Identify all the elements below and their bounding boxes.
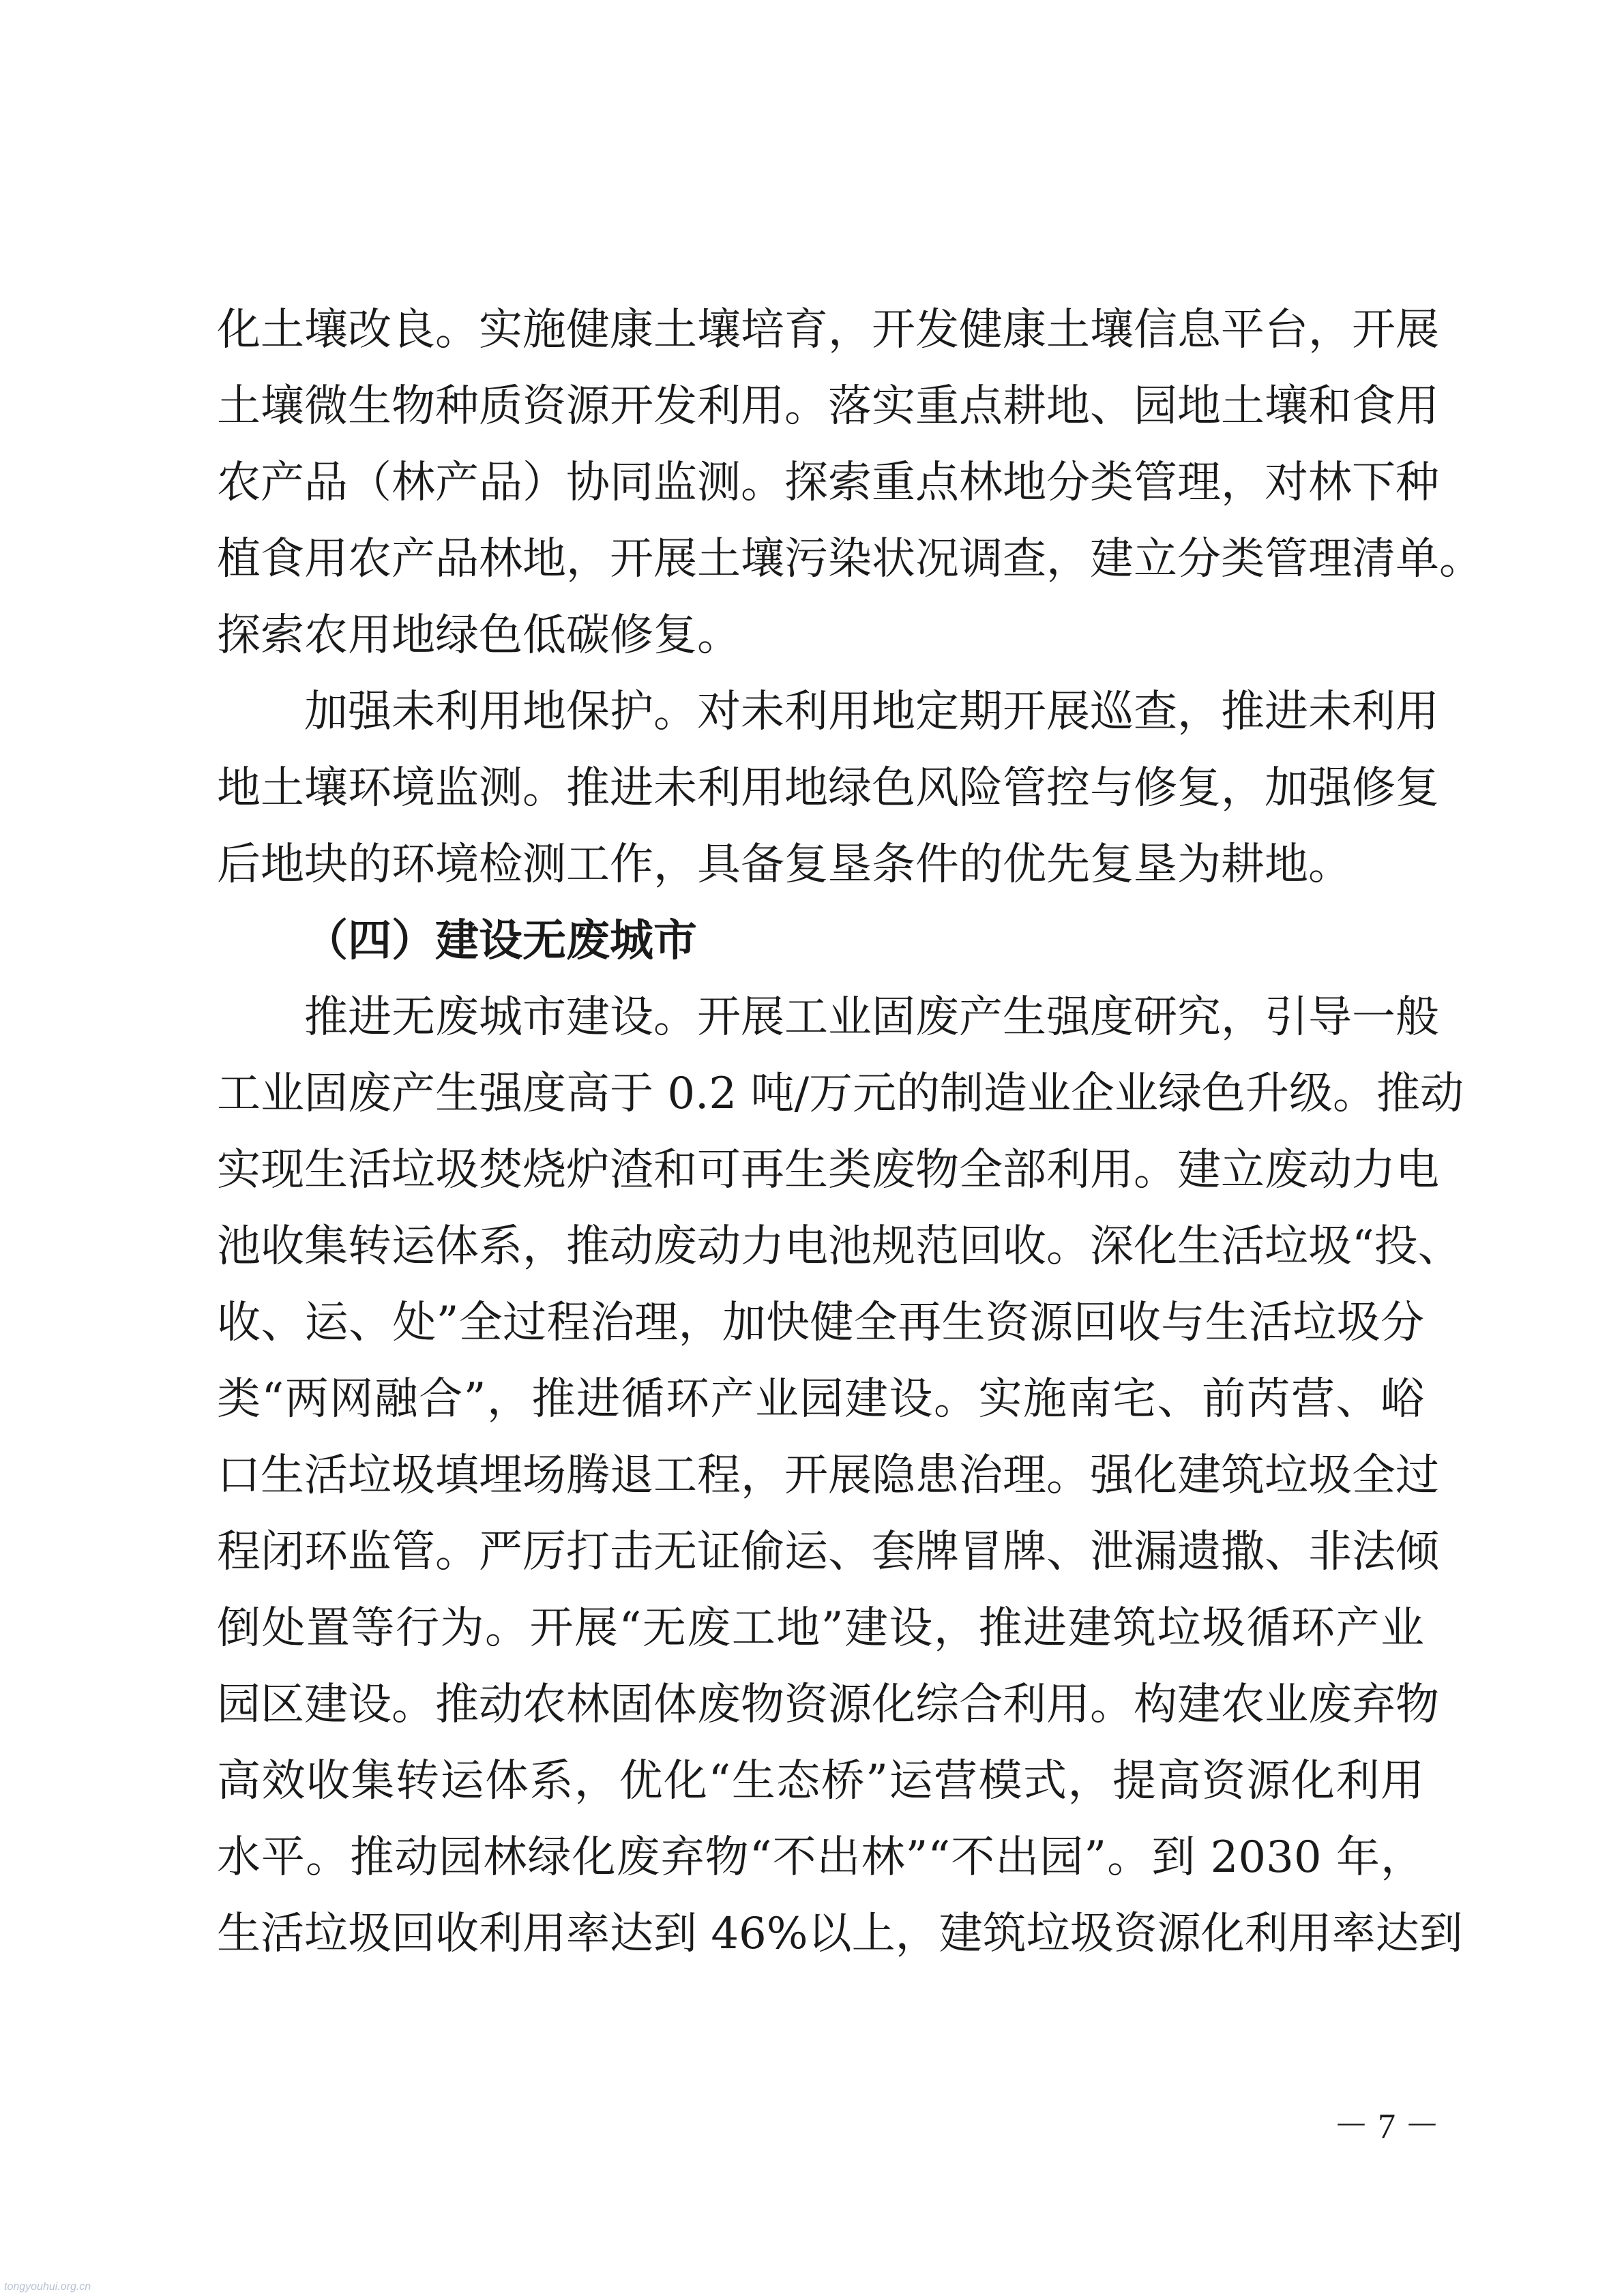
paragraph-line: 类“两网融合”，推进循环产业园建设。实施南宅、前芮营、峪 — [217, 1374, 1424, 1425]
paragraph-line: 池收集转运体系，推动废动力电池规范回收。深化生活垃圾“投、 — [217, 1221, 1462, 1272]
paragraph-line: 实现生活垃圾焚烧炉渣和可再生类废物全部利用。建立废动力电 — [217, 1145, 1439, 1195]
paragraph-line: 地土壤环境监测。推进未利用地绿色风险管控与修复，加强修复 — [217, 763, 1439, 814]
paragraph-line: 程闭环监管。严厉打击无证偷运、套牌冒牌、泄漏遗撒、非法倾 — [217, 1527, 1439, 1577]
paragraph-line: 农产品（林产品）协同监测。探索重点林地分类管理，对林下种 — [217, 458, 1439, 508]
paragraph-line: 园区建设。推动农林固体废物资源化综合利用。构建农业废弃物 — [217, 1680, 1439, 1730]
paragraph-line: 探索农用地绿色低碳修复。 — [217, 610, 741, 661]
paragraph-line: 化土壤改良。实施健康土壤培育，开发健康土壤信息平台，开展 — [217, 305, 1439, 355]
page-number: － 7 － — [1333, 2107, 1441, 2146]
paragraph-line: 口生活垃圾填埋场腾退工程，开展隐患治理。强化建筑垃圾全过 — [217, 1450, 1439, 1501]
paragraph-line: 工业固废产生强度高于 0.2 吨/万元的制造业企业绿色升级。推动 — [217, 1069, 1464, 1119]
paragraph-line: 加强未利用地保护。对未利用地定期开展巡查，推进未利用 — [304, 687, 1439, 737]
paragraph-line: 高效收集转运体系，优化“生态桥”运营模式，提高资源化利用 — [217, 1756, 1424, 1806]
paragraph-line: 推进无废城市建设。开展工业固废产生强度研究，引导一般 — [304, 992, 1439, 1043]
paragraph-line: 土壤微生物种质资源开发利用。落实重点耕地、园地土壤和食用 — [217, 381, 1439, 432]
paragraph-line: 后地块的环境检测工作，具备复垦条件的优先复垦为耕地。 — [217, 839, 1352, 890]
paragraph-line: 水平。推动园林绿化废弃物“不出林”“不出园”。到 2030 年， — [217, 1832, 1424, 1883]
site-watermark: tongyouhui.org.cn — [4, 2281, 91, 2293]
section-heading: （四）建设无废城市 — [304, 915, 697, 966]
paragraph-line: 植食用农产品林地，开展土壤污染状况调查，建立分类管理清单。 — [217, 534, 1483, 584]
paragraph-line: 收、运、处”全过程治理，加快健全再生资源回收与生活垃圾分 — [217, 1298, 1424, 1348]
paragraph-line: 生活垃圾回收利用率达到 46%以上，建筑垃圾资源化利用率达到 — [217, 1909, 1463, 1959]
paragraph-line: 倒处置等行为。开展“无废工地”建设，推进建筑垃圾循环产业 — [217, 1603, 1424, 1654]
